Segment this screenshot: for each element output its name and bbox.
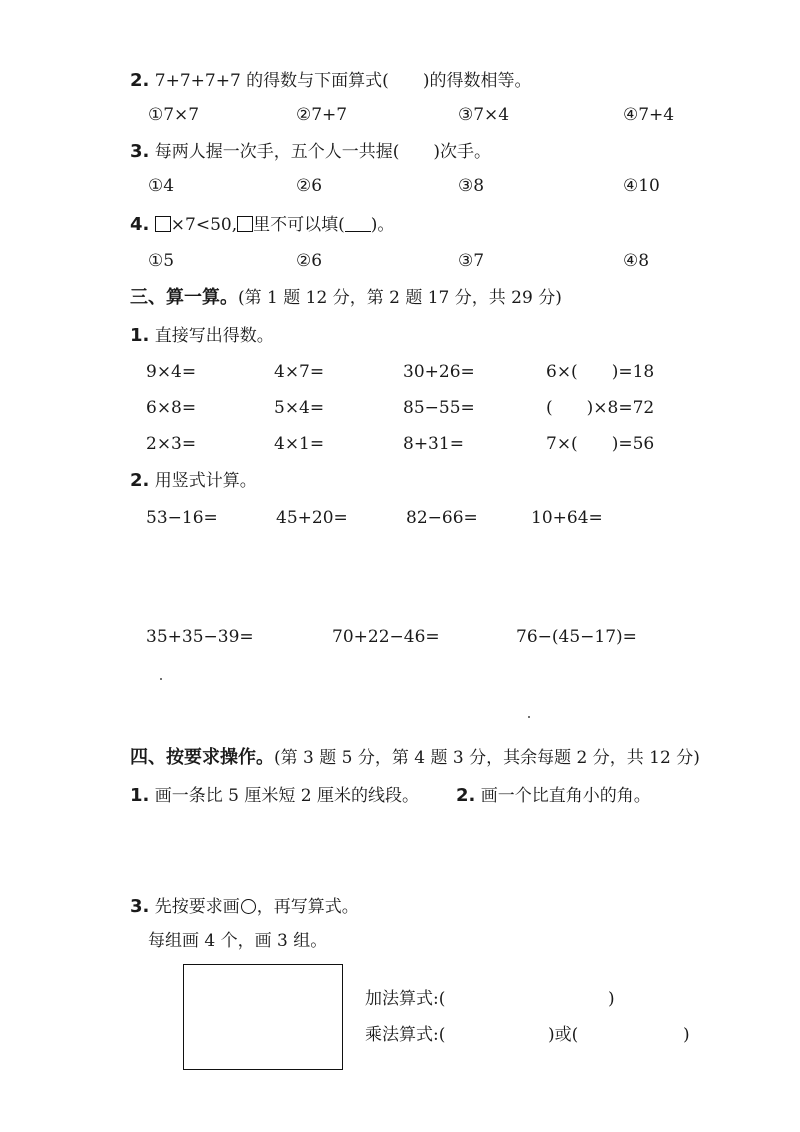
- multiplication-label: 乘法算式:(: [365, 1025, 446, 1045]
- option-1: ①7×7: [148, 105, 200, 125]
- speck: [160, 678, 162, 680]
- math-item: 6×( )=18: [546, 362, 655, 382]
- math-item: 8+31=: [403, 434, 464, 454]
- math-item: 5×4=: [274, 398, 325, 418]
- part-3-instruction: 每组画 4 个，画 3 组。: [148, 931, 328, 951]
- section-4-part-1: [130, 785, 419, 807]
- part-text: 画一个比直角小的角。: [480, 786, 651, 806]
- calc-item: 35+35−39=: [146, 627, 254, 647]
- option-2: ②6: [296, 251, 323, 271]
- calc-item: 10+64=: [531, 508, 603, 528]
- part-title: 用竖式计算。: [154, 471, 257, 491]
- addition-close: ): [608, 989, 615, 1009]
- option-3: ③7×4: [458, 105, 510, 125]
- section-3-part-1-title: [130, 325, 274, 347]
- question-2: [130, 70, 531, 92]
- part-number: 3.: [130, 896, 150, 917]
- math-item: 4×1=: [274, 434, 325, 454]
- drawing-box[interactable]: [183, 964, 343, 1070]
- section-3-part-2-title: [130, 470, 257, 492]
- section-4-part-2: [456, 785, 651, 807]
- part-text-b: ，再写算式。: [256, 897, 359, 917]
- question-text-b: 里不可以填(: [253, 215, 345, 235]
- section-4-heading: [130, 747, 700, 769]
- option-3: ③7: [458, 251, 485, 271]
- answer-blank: [345, 217, 371, 232]
- question-number: 4.: [130, 214, 150, 235]
- question-text-a: ×7<50,: [170, 215, 238, 235]
- section-4-part-3: [130, 896, 359, 918]
- question-text-c: )。: [370, 215, 395, 235]
- math-item: 9×4=: [146, 362, 197, 382]
- question-text: 7+7+7+7 的得数与下面算式( )的得数相等。: [154, 71, 532, 91]
- math-item: 7×( )=56: [546, 434, 655, 454]
- section-score: (第 1 题 12 分，第 2 题 17 分，共 29 分): [238, 288, 562, 308]
- section-score: (第 3 题 5 分，第 4 题 3 分，其余每题 2 分，共 12 分): [274, 748, 700, 768]
- question-text: 每两人握一次手，五个人一共握( )次手。: [154, 142, 492, 162]
- option-4: ④8: [623, 251, 650, 271]
- option-1: ①4: [148, 176, 175, 196]
- option-4: ④10: [623, 176, 660, 196]
- math-item: ( )×8=72: [546, 398, 655, 418]
- calc-item: 70+22−46=: [332, 627, 440, 647]
- part-text: 画一条比 5 厘米短 2 厘米的线段。: [154, 786, 420, 806]
- calc-item: 45+20=: [276, 508, 348, 528]
- part-number: 1.: [130, 785, 150, 806]
- option-4: ④7+4: [623, 105, 675, 125]
- part-number: 2.: [130, 470, 150, 491]
- math-item: 30+26=: [403, 362, 475, 382]
- multiplication-close: ): [683, 1025, 690, 1045]
- option-3: ③8: [458, 176, 485, 196]
- section-3-heading: [130, 287, 562, 309]
- section-title: 四、按要求操作。: [130, 747, 274, 768]
- section-title: 三、算一算。: [130, 287, 238, 308]
- math-item: 6×8=: [146, 398, 197, 418]
- part-number: 1.: [130, 325, 150, 346]
- part-text-a: 先按要求画: [154, 897, 240, 917]
- option-1: ①5: [148, 251, 175, 271]
- question-number: 3.: [130, 141, 150, 162]
- addition-label: 加法算式:(: [365, 989, 446, 1009]
- calc-item: 82−66=: [406, 508, 478, 528]
- calc-item: 76−(45−17)=: [516, 627, 637, 647]
- blank-box: [155, 216, 171, 232]
- calc-item: 53−16=: [146, 508, 218, 528]
- math-item: 4×7=: [274, 362, 325, 382]
- speck: [528, 716, 530, 718]
- math-item: 2×3=: [146, 434, 197, 454]
- part-number: 2.: [456, 785, 476, 806]
- question-number: 2.: [130, 70, 150, 91]
- math-item: 85−55=: [403, 398, 475, 418]
- multiplication-or: )或(: [548, 1025, 579, 1045]
- part-title: 直接写出得数。: [154, 326, 274, 346]
- option-2: ②7+7: [296, 105, 348, 125]
- question-3: [130, 141, 491, 163]
- question-4: [130, 214, 394, 236]
- circle-icon: [241, 899, 256, 914]
- option-2: ②6: [296, 176, 323, 196]
- blank-box: [237, 216, 253, 232]
